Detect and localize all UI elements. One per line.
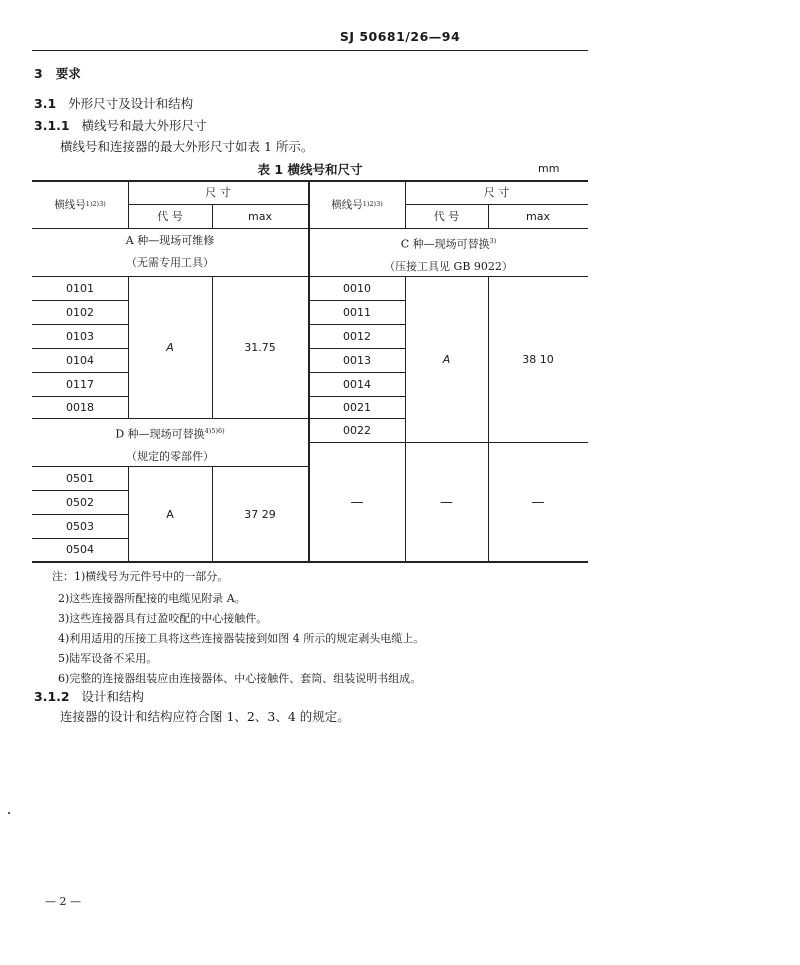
table-row-dash-number: 0022 [343,423,371,437]
col-header-dash-footnote: 1)2)3) [362,200,383,208]
section-3-1-2-body: 连接器的设计和结构应符合图 1、2、3、4 的规定。 [60,709,350,724]
table-row-dash-number: 0503 [66,519,94,533]
section-3-1-1-number: 3.1.1 [34,118,70,133]
col-header-dimension-left: 尺 寸 [205,186,231,199]
col-header-dash-label: 横线号 [54,198,86,211]
group-d-max: 37 29 [244,507,276,521]
section-3-1-number: 3.1 [34,96,57,111]
section-3-title: 要求 [55,66,81,81]
group-c-max: 38 10 [522,352,554,366]
group-d-code: A [166,507,174,521]
group-c-code: A [442,352,451,366]
col-header-dash-number-left [32,180,128,228]
section-3-1-1-title: 横线号和最大外形尺寸 [81,118,207,133]
group-a-heading [32,230,308,274]
dimension-table [32,180,588,562]
table-row-dash-number: 0018 [66,400,94,414]
table-row-dash-number: 0104 [66,353,94,367]
section-3-1-1-body: 横线号和连接器的最大外形尺寸如表 1 所示。 [60,139,314,154]
table-row-dash-number: 0013 [343,353,371,367]
empty-dash-number: — [350,494,364,510]
table-caption: 表 1 横线号和尺寸 [257,162,363,177]
table-row-dash-number: 0012 [343,329,371,343]
note-4: 4)利用适用的压接工具将这些连接器装接到如图 4 所示的规定剥头电缆上。 [58,632,425,645]
section-3-1-2-number: 3.1.2 [34,689,70,704]
table-row-dash-number: 0101 [66,281,94,295]
col-header-dimension-right: 尺 寸 [483,186,510,199]
group-d-subtitle: （规定的零部件） [126,449,214,463]
note-6: 6)完整的连接器组装应由连接器体、中心接触件、套筒、组装说明书组成。 [58,672,422,685]
group-d-heading [32,420,308,468]
table-row-dash-number: 0117 [66,377,94,391]
table-row-dash-number: 0501 [66,471,94,485]
col-header-max-right: max [526,209,550,223]
col-header-dash-number-right [309,180,405,228]
table-header-rule [32,228,588,229]
table-row-dash-number: 0010 [343,281,371,295]
section-3-1-2-heading [34,689,144,705]
group-c-subtitle: （压接工具见 GB 9022） [384,259,513,273]
table-row-dash-number: 0502 [66,495,94,509]
table-row-dash-number: 0021 [343,400,371,414]
section-3-1-2-title: 设计和结构 [81,689,145,704]
header-rule [32,50,588,51]
page-number: — 2 — [45,895,81,908]
scan-speck [8,812,10,814]
group-d-footnote: 4)5)6) [204,427,225,435]
group-a-title: A 种—现场可维修 [125,234,215,247]
section-3-heading [34,66,81,82]
col-header-dash-footnote: 1)2)3) [85,200,106,208]
left-group-d-rule [32,418,308,419]
group-a-max: 31.75 [244,340,276,354]
table-row-dash-number: 0102 [66,305,94,319]
col-header-max-left: max [248,209,272,223]
group-d-title: D 种—现场可替换 [115,427,205,441]
group-c-title: C 种—现场可替换 [400,237,490,251]
note-5: 5)陆军设备不采用。 [58,652,158,665]
section-3-1-title: 外形尺寸及设计和结构 [68,96,194,111]
group-a-subtitle: （无需专用工具） [126,256,214,269]
document-code: SJ 50681/26—94 [339,29,461,44]
table-row-dash-number: 0504 [66,543,94,556]
section-3-1-1-heading [34,118,207,134]
note-3: 3)这些连接器具有过盈咬配的中心接触件。 [58,612,268,625]
group-a-code: A [166,340,174,354]
col-header-dash-label: 横线号 [331,198,363,211]
note-2: 2)这些连接器所配接的电缆见附录 A。 [58,592,246,605]
col-header-code-right: 代 号 [433,210,460,223]
col-header-code-left: 代 号 [157,210,183,223]
table-row-dash-number: 0011 [343,305,371,319]
table-row-dash-number: 0014 [343,377,371,391]
table-unit: mm [538,162,560,175]
empty-code: — [440,494,453,510]
table-row-dash-number: 0103 [66,329,94,343]
empty-max: — [531,494,545,510]
section-3-number: 3 [34,66,43,81]
section-3-1-heading [34,96,193,112]
note-1: 注：1)横线号为元件号中的一部分。 [52,570,229,583]
group-c-footnote: 3) [489,237,497,245]
group-c-heading [309,230,588,278]
